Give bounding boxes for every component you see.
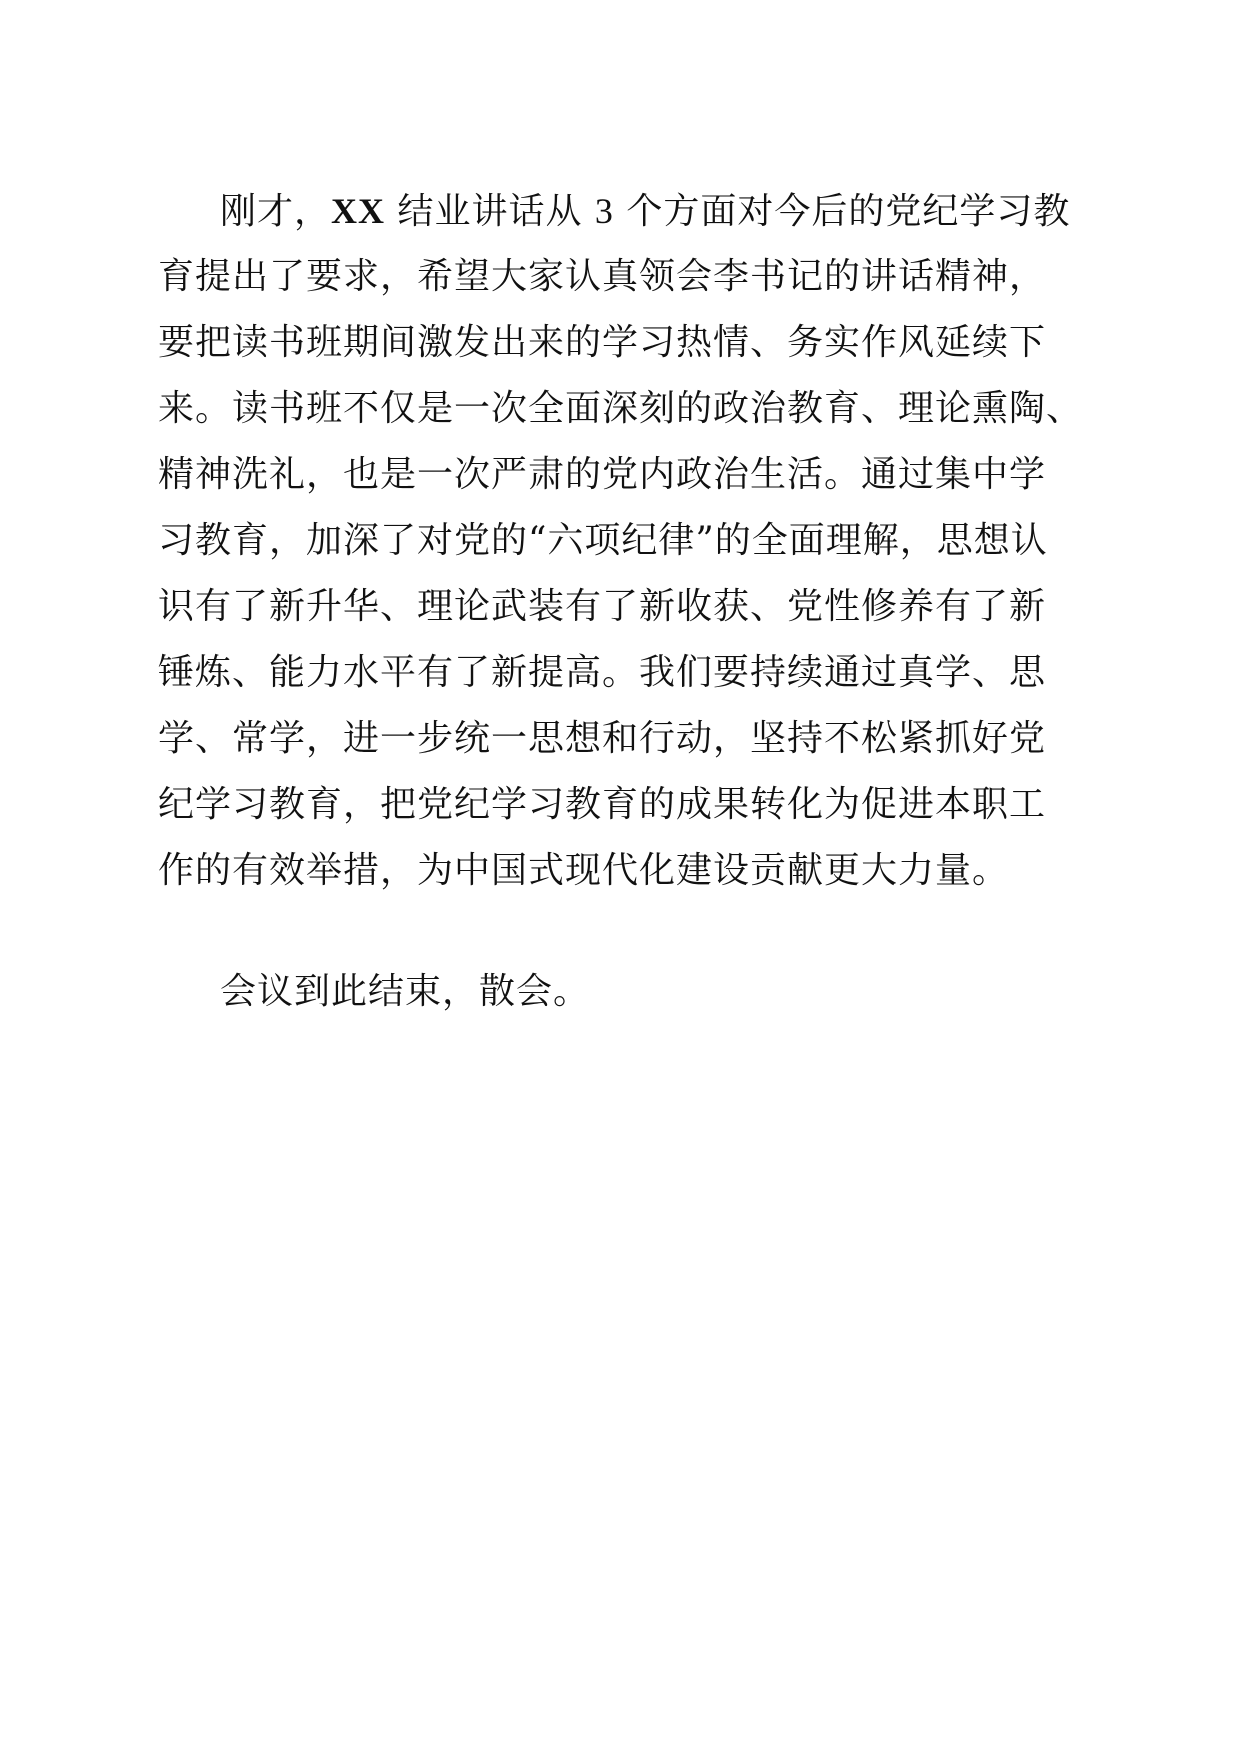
body-paragraph bbox=[158, 178, 1098, 904]
paragraph-line: 要把读书班期间激发出来的学习热情、务实作风延续下 bbox=[158, 322, 1047, 363]
paragraph-line: 作的有效举措，为中国式现代化建设贡献更大力量。 bbox=[158, 850, 1010, 891]
paragraph-line: 学、常学，进一步统一思想和行动，坚持不松紧抓好党 bbox=[158, 718, 1047, 759]
paragraph-line: 精神洗礼，也是一次严肃的党内政治生活。通过集中学 bbox=[158, 454, 1047, 495]
paragraph-line: 锤炼、能力水平有了新提高。我们要持续通过真学、思 bbox=[158, 652, 1047, 693]
text-run: 刚才， bbox=[220, 191, 332, 232]
paragraph-line: 纪学习教育，把党纪学习教育的成果转化为促进本职工 bbox=[158, 784, 1047, 825]
paragraph-line: 来。读书班不仅是一次全面深刻的政治教育、理论熏陶、 bbox=[158, 388, 1084, 429]
paragraph-line: 习教育，加深了对党的“六项纪律”的全面理解，思想认 bbox=[158, 520, 1048, 561]
closing-paragraph: 会议到此结束，散会。 bbox=[220, 971, 591, 1012]
paragraph-line bbox=[158, 178, 1098, 244]
number-text: 3 bbox=[594, 191, 614, 231]
speaker-placeholder: XX bbox=[331, 191, 386, 231]
paragraph-line: 育提出了要求，希望大家认真领会李书记的讲话精神， bbox=[158, 256, 1047, 297]
text-run: 个方面对今后的党纪学习教 bbox=[613, 191, 1071, 232]
paragraph-line: 识有了新升华、理论武装有了新收获、党性修养有了新 bbox=[158, 586, 1047, 627]
text-run: 结业讲话从 bbox=[385, 191, 595, 232]
